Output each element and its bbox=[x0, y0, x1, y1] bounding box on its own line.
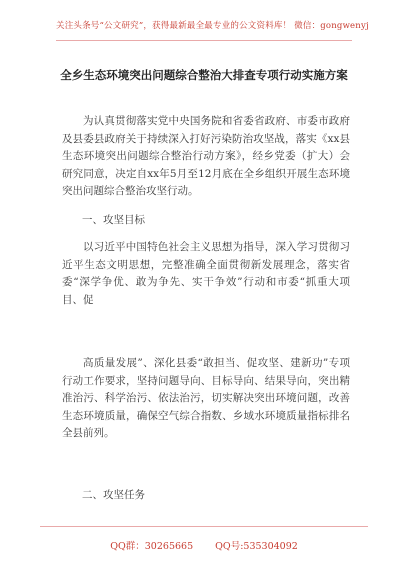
footer-divider bbox=[40, 526, 368, 527]
section-heading-goals: 一、攻坚目标 bbox=[82, 214, 145, 226]
paragraph-goals-part2: 高质量发展”、深化县委“敢担当、促攻坚、建新功”专项行动工作要求，坚持问题导向、目标导向、结果导向，突出精准治污、科学治污、依法治污，切实解决突出环境问题，改善生态环境质量，确保空气综合指数、乡域水环境质量指标排名全县前列。 bbox=[62, 357, 350, 439]
paragraph-intro: 为认真贯彻落实党中央国务院和省委省政府、市委市政府及县委县政府关于持续深入打好污染防治攻坚战，落实《xx县生态环境突出问题综合整治行动方案》，经乡党委（扩大）会研究同意，决定自xx年5月至12月底在全乡组织开展生态环境突出问题综合整治攻坚行动。 bbox=[62, 115, 350, 197]
header-promo-text: 关注头条号“公文研究”，获得最新最全最专业的公文资料库！ 微信：gongwenyj bbox=[56, 21, 369, 31]
section-heading-tasks: 二、攻坚任务 bbox=[82, 489, 145, 501]
document-title: 全乡生态环境突出问题综合整治大排查专项行动实施方案 bbox=[60, 68, 348, 82]
paragraph-goals-part1: 以习近平中国特色社会主义思想为指导，深入学习贯彻习近平生态文明思想，完整准确全面贯彻新发展理念，落实省委“深学争优、敢为争先、实干争效”行动和市委“抓重大项目、促 bbox=[62, 241, 350, 306]
header-banner bbox=[56, 18, 369, 41]
footer-qq-group: QQ群：30265665 bbox=[110, 541, 194, 552]
footer bbox=[0, 538, 408, 552]
footer-qq-number: QQ号:535304092 bbox=[215, 541, 298, 552]
